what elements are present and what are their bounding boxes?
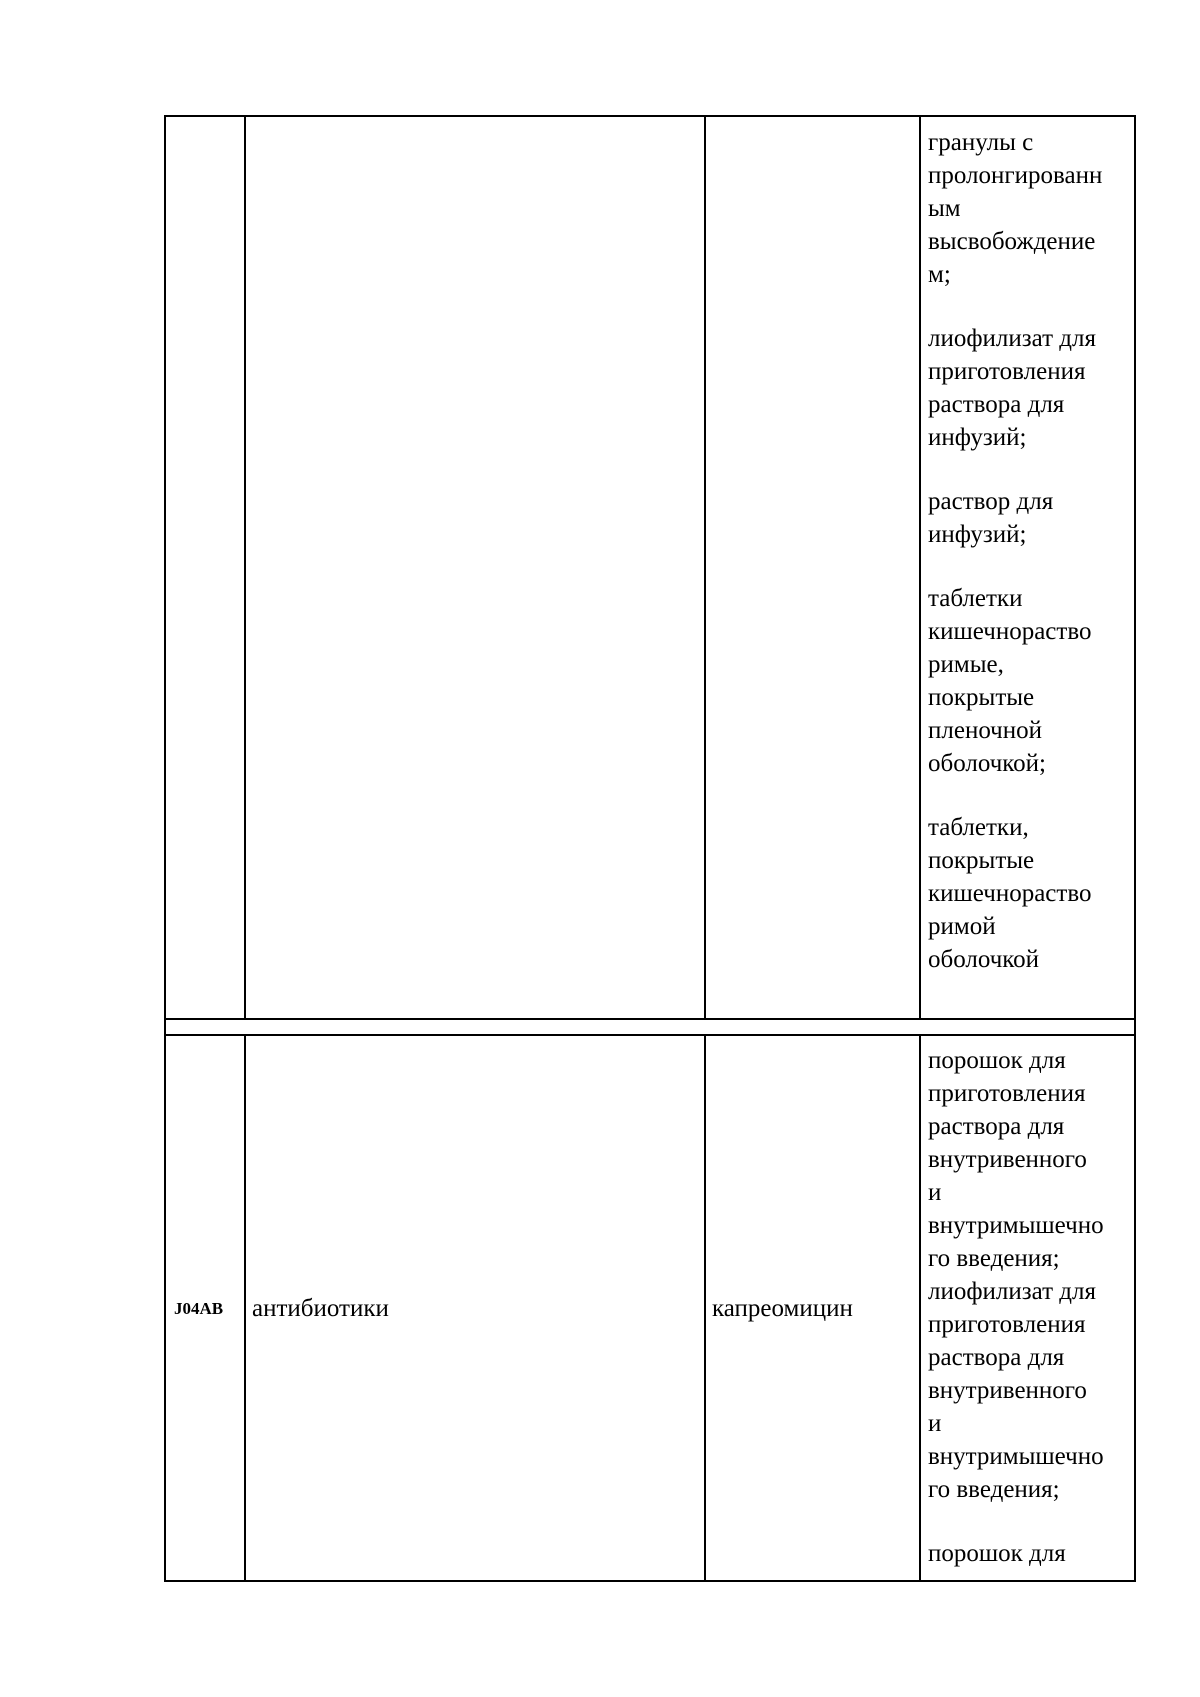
atc-code: J04AB xyxy=(174,1299,224,1318)
drug-name: капреомицин xyxy=(712,1295,853,1322)
row-divider xyxy=(164,1034,1136,1036)
pharmacological-group: антибиотики xyxy=(252,1295,389,1322)
dosage-form: порошок для приготовления раствора для внутривенного и внутримышечно го введения; лиофилизат для приготовления раствора для внутривенного и внутримышечно го введения; xyxy=(928,1047,1104,1503)
dosage-form: порошок для xyxy=(928,1540,1066,1567)
column-divider xyxy=(704,115,706,1020)
row-divider xyxy=(164,1018,1136,1020)
dosage-form: раствор для инфузий; xyxy=(928,488,1054,548)
dosage-form: таблетки, покрытые кишечнораство римой оболочкой xyxy=(928,814,1092,973)
dosage-forms-cell xyxy=(928,1044,1133,1570)
column-divider xyxy=(244,1034,246,1582)
dosage-form: гранулы с пролонгированн ым высвобождение м; xyxy=(928,129,1103,288)
column-divider xyxy=(704,1034,706,1582)
dosage-form: таблетки кишечнораство римые, покрытые пленочной оболочкой; xyxy=(928,585,1092,777)
table-border-top xyxy=(164,115,1136,117)
table-border-right xyxy=(1134,115,1136,1582)
table-border-left xyxy=(164,115,166,1582)
dosage-forms-cell xyxy=(928,126,1133,976)
table-border-bottom xyxy=(164,1580,1136,1582)
dosage-form: лиофилизат для приготовления раствора для инфузий; xyxy=(928,325,1096,451)
column-divider xyxy=(919,115,921,1020)
column-divider xyxy=(244,115,246,1020)
column-divider xyxy=(919,1034,921,1582)
